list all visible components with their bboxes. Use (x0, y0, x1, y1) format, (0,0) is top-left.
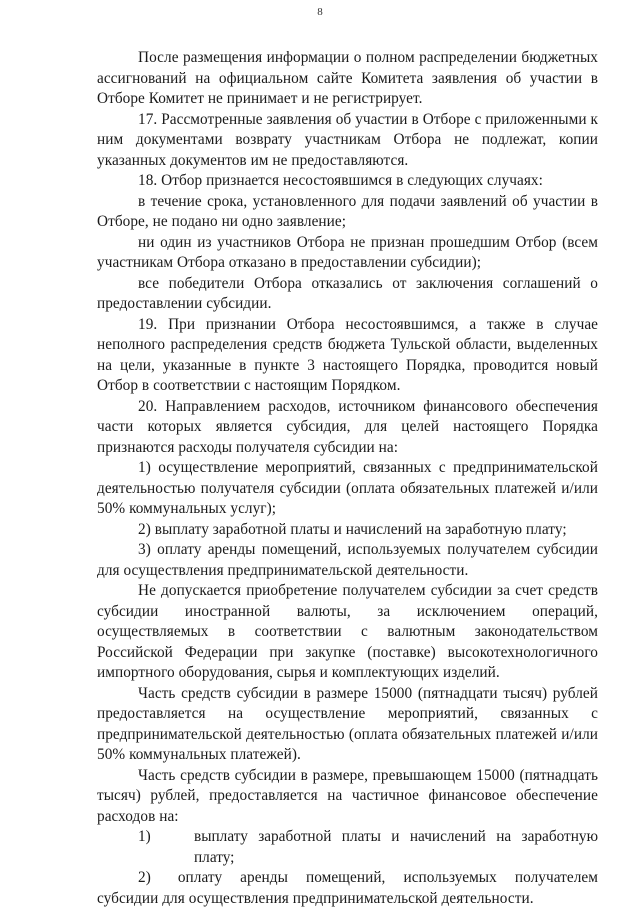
list-item (97, 827, 598, 868)
list-item-number: 1) (138, 828, 151, 845)
paragraph-20-item-3: 3) оплату аренды помещений, используемых получателем субсидии для осуществления предпринимательской деятельности. (97, 541, 598, 579)
paragraph-15000-part: Часть средств субсидии в размере 15000 (пятнадцати тысяч) рублей предоставляется на осуществление мероприятий, связанных с предпринимательской деятельностью (оплата обязательных платежей и/или 50% коммунальных платежей). (97, 684, 598, 763)
list-item (97, 868, 598, 909)
paragraph-20-item-2: 2) выплату заработной платы и начислений на заработную плату; (138, 520, 567, 538)
list-item-text: оплату аренды помещений, используемых получателем субсидии для осуществления предпринимательской деятельности. (97, 869, 598, 907)
paragraph-18: 18. Отбор признается несостоявшимся в следующих случаях: (138, 172, 543, 189)
paragraph-18-case-2: ни один из участников Отбора не признан прошедшим Отбор (всем участникам Отбора отказано в предоставлении субсидии); (97, 233, 598, 271)
paragraph-18-case-3: все победители Отбора отказались от заключения соглашений о предоставлении субсидии. (97, 274, 598, 312)
paragraph-bid-acceptance: После размещения информации о полном распределении бюджетных ассигнований на официальном сайте Комитета заявления об участии в Отборе Комитет не принимает и не регистрирует. (97, 49, 598, 107)
document-body (97, 48, 598, 909)
paragraph-18-case-1: в течение срока, установленного для подачи заявлений об участии в Отборе, не подано ни одно заявление; (97, 192, 598, 230)
paragraph-currency-restriction: Не допускается приобретение получателем субсидии за счет средств субсидии иностранной валюты, за исключением операций, осуществляемых в соответствии с валютным законодательством Российской Федерации при закупке (поставке) высокотехнологичного импортного оборудования, сырья и комплектующих изделий. (97, 582, 598, 681)
paragraph-over-15000-part: Часть средств субсидии в размере, превышающем 15000 (пятнадцать тысяч) рублей, предоставляется на частичное финансовое обеспечение расходов на: (97, 766, 598, 825)
page-number: 8 (317, 6, 323, 18)
paragraph-17: 17. Рассмотренные заявления об участии в Отборе с приложенными к ним документами возврату участникам Отбора не подлежат, копии указанных документов им не предоставляются. (97, 110, 598, 169)
paragraph-19: 19. При признании Отбора несостоявшимся, а также в случае неполного распределения средств бюджета Тульской области, выделенных на цели, указанные в пункте 3 настоящего Порядка, проводится новый Отбор в соответствии с настоящим Порядком. (97, 315, 598, 394)
list-item-number: 2) (138, 869, 151, 886)
paragraph-20: 20. Направлением расходов, источником финансового обеспечения части которых является субсидия, для целей настоящего Порядка признаются расходы получателя субсидии на: (97, 397, 598, 456)
paragraph-20-item-1: 1) осуществление мероприятий, связанных с предпринимательской деятельностью получателя субсидии (оплата обязательных платежей и/или 50% коммунальных услуг); (97, 459, 598, 517)
list-item-text: выплату заработной платы и начислений на заработную плату; (194, 828, 598, 866)
